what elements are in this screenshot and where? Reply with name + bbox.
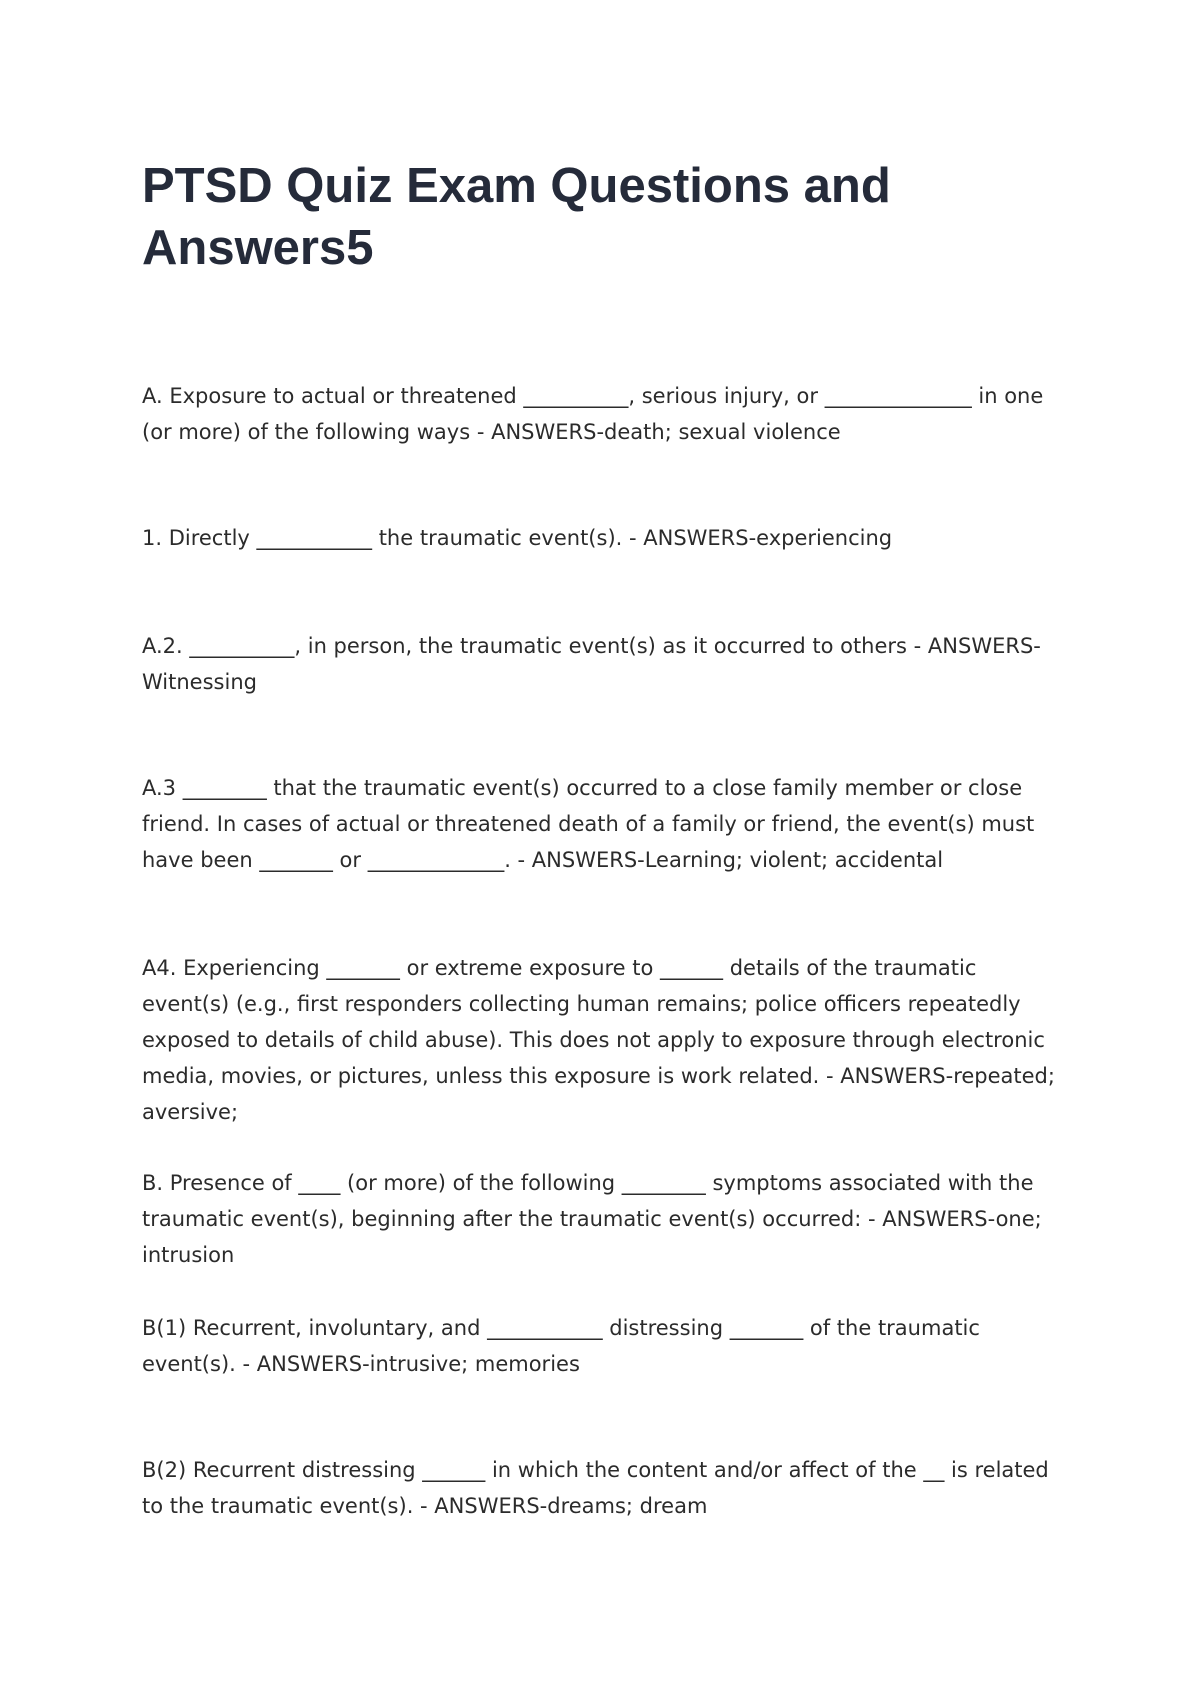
question-answer-item: 1. Directly ___________ the traumatic event(s). - ANSWERS-experiencing bbox=[142, 526, 893, 550]
question-answer-item: A.2. __________, in person, the traumatic event(s) as it occurred to others - ANSWERS-Witnessing bbox=[142, 634, 1041, 694]
question-answer-item: A4. Experiencing _______ or extreme exposure to ______ details of the traumatic event(s) (e.g., first responders collecting human remains; police officers repeatedly exposed to details of child abuse). This does not apply to exposure through electronic media, movies, or pictures, unless this exposure is work related. - ANSWERS-repeated; aversive; bbox=[142, 956, 1062, 1124]
question-answer-item: B. Presence of ____ (or more) of the following ________ symptoms associated with the traumatic event(s), beginning after the traumatic event(s) occurred: - ANSWERS-one; intrusion bbox=[142, 1171, 1049, 1267]
question-answer-item: B(2) Recurrent distressing ______ in which the content and/or affect of the __ is related to the traumatic event(s). - ANSWERS-dreams; dream bbox=[142, 1458, 1056, 1518]
document-title: PTSD Quiz Exam Questions and Answers5 bbox=[142, 159, 891, 275]
question-answer-item: A.3 ________ that the traumatic event(s) occurred to a close family member or close friend. In cases of actual or threatened death of a family or friend, the event(s) must have been _______ or _____________. - ANSWERS-Learning; violent; accidental bbox=[142, 776, 1041, 872]
question-answer-item: A. Exposure to actual or threatened __________, serious injury, or ______________ in one (or more) of the following ways - ANSWERS-death; sexual violence bbox=[142, 384, 1050, 444]
question-answer-item: B(1) Recurrent, involuntary, and ___________ distressing _______ of the traumatic event(s). - ANSWERS-intrusive; memories bbox=[142, 1316, 987, 1376]
